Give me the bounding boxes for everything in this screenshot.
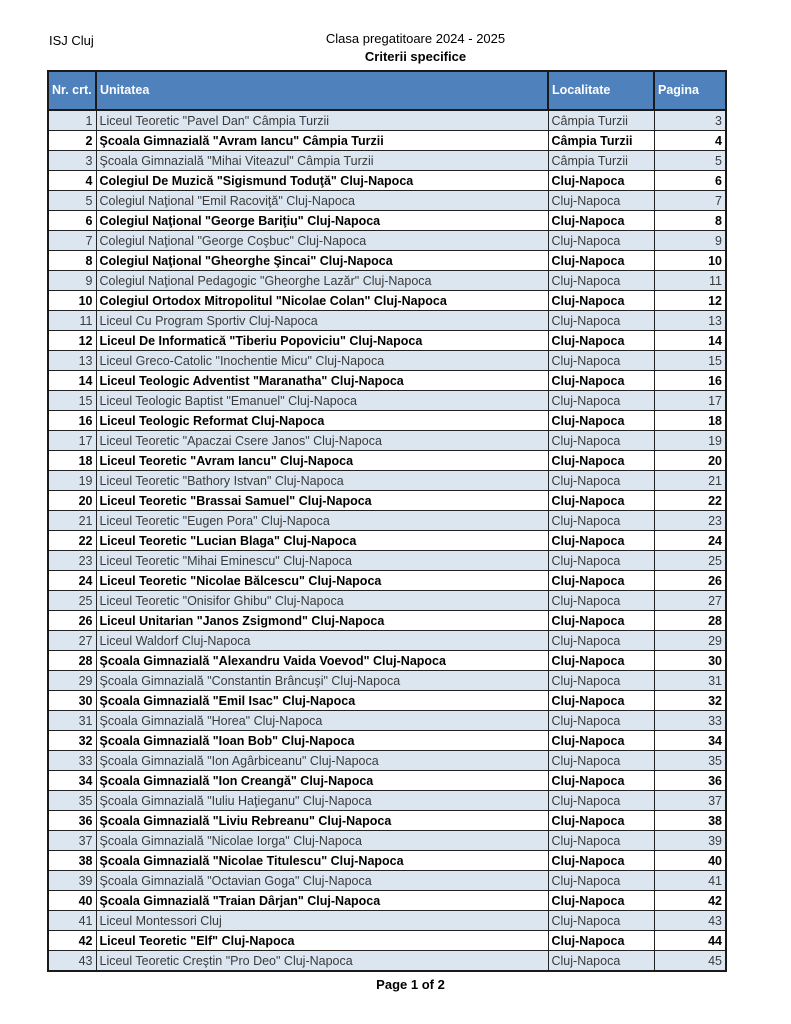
column-header-localitate: Localitate bbox=[548, 71, 654, 110]
table-row bbox=[48, 631, 726, 651]
cell-localitate: Cluj-Napoca bbox=[548, 211, 654, 231]
cell-pagina: 17 bbox=[654, 391, 726, 411]
cell-nr: 41 bbox=[48, 911, 96, 931]
cell-nr: 8 bbox=[48, 251, 96, 271]
cell-localitate: Cluj-Napoca bbox=[548, 931, 654, 951]
table-row bbox=[48, 531, 726, 551]
cell-unitatea: Liceul Teologic Reformat Cluj-Napoca bbox=[96, 411, 548, 431]
cell-nr: 1 bbox=[48, 110, 96, 131]
cell-pagina: 44 bbox=[654, 931, 726, 951]
cell-nr: 19 bbox=[48, 471, 96, 491]
cell-nr: 15 bbox=[48, 391, 96, 411]
page-footer: Page 1 of 2 bbox=[376, 977, 445, 992]
table-row bbox=[48, 751, 726, 771]
cell-localitate: Cluj-Napoca bbox=[548, 231, 654, 251]
table-row bbox=[48, 651, 726, 671]
cell-unitatea: Şcoala Gimnazială "Alexandru Vaida Voevod" Cluj-Napoca bbox=[96, 651, 548, 671]
table-row bbox=[48, 351, 726, 371]
cell-nr: 24 bbox=[48, 571, 96, 591]
cell-unitatea: Colegiul Ortodox Mitropolitul "Nicolae Colan" Cluj-Napoca bbox=[96, 291, 548, 311]
cell-nr: 11 bbox=[48, 311, 96, 331]
table-row bbox=[48, 491, 726, 511]
cell-pagina: 6 bbox=[654, 171, 726, 191]
cell-nr: 14 bbox=[48, 371, 96, 391]
table-row bbox=[48, 611, 726, 631]
cell-localitate: Cluj-Napoca bbox=[548, 671, 654, 691]
cell-localitate: Câmpia Turzii bbox=[548, 151, 654, 171]
table-row bbox=[48, 791, 726, 811]
cell-unitatea: Şcoala Gimnazială "Liviu Rebreanu" Cluj-Napoca bbox=[96, 811, 548, 831]
cell-localitate: Cluj-Napoca bbox=[548, 591, 654, 611]
cell-pagina: 25 bbox=[654, 551, 726, 571]
cell-pagina: 11 bbox=[654, 271, 726, 291]
cell-unitatea: Liceul Teoretic "Apaczai Csere Janos" Cluj-Napoca bbox=[96, 431, 548, 451]
cell-nr: 43 bbox=[48, 951, 96, 972]
cell-pagina: 12 bbox=[654, 291, 726, 311]
table-row bbox=[48, 431, 726, 451]
cell-pagina: 9 bbox=[654, 231, 726, 251]
cell-unitatea: Colegiul Naţional "Emil Racoviţă" Cluj-Napoca bbox=[96, 191, 548, 211]
schools-table bbox=[47, 70, 727, 972]
cell-nr: 21 bbox=[48, 511, 96, 531]
cell-pagina: 33 bbox=[654, 711, 726, 731]
table-row bbox=[48, 110, 726, 131]
cell-unitatea: Liceul Teoretic Creştin "Pro Deo" Cluj-Napoca bbox=[96, 951, 548, 972]
table-row bbox=[48, 331, 726, 351]
cell-unitatea: Liceul De Informatică "Tiberiu Popoviciu" Cluj-Napoca bbox=[96, 331, 548, 351]
cell-pagina: 13 bbox=[654, 311, 726, 331]
cell-localitate: Cluj-Napoca bbox=[548, 851, 654, 871]
table-row bbox=[48, 551, 726, 571]
cell-localitate: Cluj-Napoca bbox=[548, 711, 654, 731]
cell-unitatea: Colegiul Naţional "George Bariţiu" Cluj-Napoca bbox=[96, 211, 548, 231]
document-subtitle: Criterii specifice bbox=[364, 49, 467, 64]
table-row bbox=[48, 931, 726, 951]
cell-unitatea: Şcoala Gimnazială "Octavian Goga" Cluj-Napoca bbox=[96, 871, 548, 891]
table-body bbox=[48, 110, 726, 971]
cell-nr: 25 bbox=[48, 591, 96, 611]
cell-localitate: Cluj-Napoca bbox=[548, 891, 654, 911]
cell-localitate: Cluj-Napoca bbox=[548, 271, 654, 291]
column-header-pagina: Pagina bbox=[654, 71, 726, 110]
cell-localitate: Cluj-Napoca bbox=[548, 191, 654, 211]
cell-pagina: 10 bbox=[654, 251, 726, 271]
cell-pagina: 16 bbox=[654, 371, 726, 391]
cell-unitatea: Şcoala Gimnazială "Traian Dârjan" Cluj-Napoca bbox=[96, 891, 548, 911]
cell-unitatea: Liceul Montessori Cluj bbox=[96, 911, 548, 931]
cell-localitate: Cluj-Napoca bbox=[548, 331, 654, 351]
table-row bbox=[48, 391, 726, 411]
cell-nr: 33 bbox=[48, 751, 96, 771]
cell-nr: 37 bbox=[48, 831, 96, 851]
table-row bbox=[48, 211, 726, 231]
cell-unitatea: Liceul Teoretic "Bathory Istvan" Cluj-Napoca bbox=[96, 471, 548, 491]
cell-localitate: Cluj-Napoca bbox=[548, 431, 654, 451]
cell-localitate: Cluj-Napoca bbox=[548, 871, 654, 891]
cell-pagina: 39 bbox=[654, 831, 726, 851]
table-row bbox=[48, 451, 726, 471]
table-row bbox=[48, 871, 726, 891]
cell-pagina: 30 bbox=[654, 651, 726, 671]
table-row bbox=[48, 471, 726, 491]
cell-localitate: Cluj-Napoca bbox=[548, 311, 654, 331]
table-row bbox=[48, 951, 726, 972]
cell-unitatea: Şcoala Gimnazială "Nicolae Titulescu" Cluj-Napoca bbox=[96, 851, 548, 871]
cell-nr: 36 bbox=[48, 811, 96, 831]
table-row bbox=[48, 571, 726, 591]
cell-nr: 20 bbox=[48, 491, 96, 511]
cell-nr: 6 bbox=[48, 211, 96, 231]
cell-pagina: 45 bbox=[654, 951, 726, 972]
cell-localitate: Cluj-Napoca bbox=[548, 411, 654, 431]
table-row bbox=[48, 811, 726, 831]
cell-nr: 23 bbox=[48, 551, 96, 571]
cell-localitate: Cluj-Napoca bbox=[548, 551, 654, 571]
cell-unitatea: Liceul Teologic Baptist "Emanuel" Cluj-Napoca bbox=[96, 391, 548, 411]
cell-unitatea: Liceul Teoretic "Onisifor Ghibu" Cluj-Napoca bbox=[96, 591, 548, 611]
cell-pagina: 4 bbox=[654, 131, 726, 151]
cell-localitate: Cluj-Napoca bbox=[548, 831, 654, 851]
cell-nr: 22 bbox=[48, 531, 96, 551]
cell-unitatea: Liceul Teoretic "Brassai Samuel" Cluj-Napoca bbox=[96, 491, 548, 511]
cell-nr: 17 bbox=[48, 431, 96, 451]
cell-pagina: 34 bbox=[654, 731, 726, 751]
cell-unitatea: Liceul Teoretic "Lucian Blaga" Cluj-Napoca bbox=[96, 531, 548, 551]
cell-localitate: Cluj-Napoca bbox=[548, 571, 654, 591]
cell-nr: 39 bbox=[48, 871, 96, 891]
cell-pagina: 26 bbox=[654, 571, 726, 591]
cell-pagina: 14 bbox=[654, 331, 726, 351]
table-row bbox=[48, 671, 726, 691]
cell-localitate: Cluj-Napoca bbox=[548, 771, 654, 791]
cell-unitatea: Colegiul De Muzică "Sigismund Toduţă" Cluj-Napoca bbox=[96, 171, 548, 191]
cell-pagina: 29 bbox=[654, 631, 726, 651]
cell-unitatea: Liceul Teoretic "Pavel Dan" Câmpia Turzii bbox=[96, 110, 548, 131]
cell-unitatea: Liceul Greco-Catolic "Inochentie Micu" Cluj-Napoca bbox=[96, 351, 548, 371]
cell-pagina: 20 bbox=[654, 451, 726, 471]
cell-localitate: Cluj-Napoca bbox=[548, 911, 654, 931]
cell-pagina: 28 bbox=[654, 611, 726, 631]
table-row bbox=[48, 311, 726, 331]
cell-pagina: 42 bbox=[654, 891, 726, 911]
cell-pagina: 22 bbox=[654, 491, 726, 511]
table-row bbox=[48, 691, 726, 711]
cell-unitatea: Liceul Waldorf Cluj-Napoca bbox=[96, 631, 548, 651]
cell-pagina: 21 bbox=[654, 471, 726, 491]
cell-nr: 12 bbox=[48, 331, 96, 351]
document-title: Clasa pregatitoare 2024 - 2025 bbox=[325, 31, 506, 46]
cell-unitatea: Colegiul Naţional Pedagogic "Gheorghe Lazăr" Cluj-Napoca bbox=[96, 271, 548, 291]
cell-localitate: Cluj-Napoca bbox=[548, 951, 654, 972]
cell-unitatea: Şcoala Gimnazială "Constantin Brâncuşi" Cluj-Napoca bbox=[96, 671, 548, 691]
table-row bbox=[48, 731, 726, 751]
cell-nr: 2 bbox=[48, 131, 96, 151]
cell-pagina: 19 bbox=[654, 431, 726, 451]
cell-unitatea: Şcoala Gimnazială "Ion Agârbiceanu" Cluj-Napoca bbox=[96, 751, 548, 771]
cell-unitatea: Liceul Teologic Adventist "Maranatha" Cluj-Napoca bbox=[96, 371, 548, 391]
cell-localitate: Cluj-Napoca bbox=[548, 251, 654, 271]
table-header-row bbox=[48, 71, 726, 110]
cell-unitatea: Şcoala Gimnazială "Avram Iancu" Câmpia Turzii bbox=[96, 131, 548, 151]
cell-pagina: 8 bbox=[654, 211, 726, 231]
cell-localitate: Cluj-Napoca bbox=[548, 451, 654, 471]
cell-nr: 5 bbox=[48, 191, 96, 211]
cell-pagina: 5 bbox=[654, 151, 726, 171]
cell-unitatea: Şcoala Gimnazială "Nicolae Iorga" Cluj-Napoca bbox=[96, 831, 548, 851]
column-header-unitatea: Unitatea bbox=[96, 71, 548, 110]
cell-pagina: 31 bbox=[654, 671, 726, 691]
cell-pagina: 41 bbox=[654, 871, 726, 891]
cell-nr: 34 bbox=[48, 771, 96, 791]
cell-localitate: Cluj-Napoca bbox=[548, 371, 654, 391]
cell-unitatea: Liceul Unitarian "Janos Zsigmond" Cluj-Napoca bbox=[96, 611, 548, 631]
cell-localitate: Cluj-Napoca bbox=[548, 631, 654, 651]
cell-nr: 13 bbox=[48, 351, 96, 371]
cell-nr: 18 bbox=[48, 451, 96, 471]
cell-pagina: 23 bbox=[654, 511, 726, 531]
cell-unitatea: Şcoala Gimnazială "Ion Creangă" Cluj-Napoca bbox=[96, 771, 548, 791]
cell-localitate: Cluj-Napoca bbox=[548, 291, 654, 311]
cell-localitate: Câmpia Turzii bbox=[548, 131, 654, 151]
cell-nr: 3 bbox=[48, 151, 96, 171]
table-row bbox=[48, 411, 726, 431]
cell-localitate: Cluj-Napoca bbox=[548, 531, 654, 551]
cell-pagina: 40 bbox=[654, 851, 726, 871]
cell-localitate: Cluj-Napoca bbox=[548, 351, 654, 371]
table-row bbox=[48, 151, 726, 171]
cell-unitatea: Liceul Teoretic "Eugen Pora" Cluj-Napoca bbox=[96, 511, 548, 531]
table-row bbox=[48, 131, 726, 151]
cell-nr: 10 bbox=[48, 291, 96, 311]
cell-unitatea: Liceul Teoretic "Avram Iancu" Cluj-Napoca bbox=[96, 451, 548, 471]
cell-localitate: Cluj-Napoca bbox=[548, 751, 654, 771]
cell-pagina: 7 bbox=[654, 191, 726, 211]
table-row bbox=[48, 891, 726, 911]
cell-nr: 9 bbox=[48, 271, 96, 291]
table-row bbox=[48, 291, 726, 311]
cell-localitate: Cluj-Napoca bbox=[548, 511, 654, 531]
cell-localitate: Cluj-Napoca bbox=[548, 651, 654, 671]
cell-localitate: Cluj-Napoca bbox=[548, 611, 654, 631]
cell-unitatea: Liceul Teoretic "Mihai Eminescu" Cluj-Napoca bbox=[96, 551, 548, 571]
table-row bbox=[48, 191, 726, 211]
table-row bbox=[48, 591, 726, 611]
cell-nr: 38 bbox=[48, 851, 96, 871]
cell-pagina: 35 bbox=[654, 751, 726, 771]
cell-unitatea: Liceul Teoretic "Nicolae Bălcescu" Cluj-Napoca bbox=[96, 571, 548, 591]
cell-localitate: Cluj-Napoca bbox=[548, 811, 654, 831]
cell-pagina: 37 bbox=[654, 791, 726, 811]
column-header-nr: Nr. crt. bbox=[48, 71, 96, 110]
cell-nr: 42 bbox=[48, 931, 96, 951]
table-row bbox=[48, 851, 726, 871]
table-row bbox=[48, 511, 726, 531]
cell-nr: 35 bbox=[48, 791, 96, 811]
cell-unitatea: Liceul Cu Program Sportiv Cluj-Napoca bbox=[96, 311, 548, 331]
cell-pagina: 32 bbox=[654, 691, 726, 711]
cell-localitate: Cluj-Napoca bbox=[548, 491, 654, 511]
cell-nr: 4 bbox=[48, 171, 96, 191]
cell-nr: 32 bbox=[48, 731, 96, 751]
cell-localitate: Cluj-Napoca bbox=[548, 391, 654, 411]
cell-pagina: 43 bbox=[654, 911, 726, 931]
table-row bbox=[48, 271, 726, 291]
table-row bbox=[48, 371, 726, 391]
cell-unitatea: Şcoala Gimnazială "Mihai Viteazul" Câmpia Turzii bbox=[96, 151, 548, 171]
cell-localitate: Cluj-Napoca bbox=[548, 171, 654, 191]
cell-nr: 27 bbox=[48, 631, 96, 651]
cell-unitatea: Şcoala Gimnazială "Iuliu Haţieganu" Cluj-Napoca bbox=[96, 791, 548, 811]
cell-pagina: 38 bbox=[654, 811, 726, 831]
cell-nr: 29 bbox=[48, 671, 96, 691]
table-row bbox=[48, 711, 726, 731]
cell-pagina: 24 bbox=[654, 531, 726, 551]
cell-nr: 7 bbox=[48, 231, 96, 251]
cell-nr: 40 bbox=[48, 891, 96, 911]
cell-pagina: 36 bbox=[654, 771, 726, 791]
table-row bbox=[48, 251, 726, 271]
cell-nr: 31 bbox=[48, 711, 96, 731]
cell-localitate: Cluj-Napoca bbox=[548, 691, 654, 711]
cell-localitate: Cluj-Napoca bbox=[548, 731, 654, 751]
cell-unitatea: Colegiul Naţional "Gheorghe Şincai" Cluj-Napoca bbox=[96, 251, 548, 271]
cell-nr: 30 bbox=[48, 691, 96, 711]
cell-nr: 26 bbox=[48, 611, 96, 631]
cell-nr: 16 bbox=[48, 411, 96, 431]
table-row bbox=[48, 231, 726, 251]
cell-pagina: 18 bbox=[654, 411, 726, 431]
cell-localitate: Cluj-Napoca bbox=[548, 471, 654, 491]
table-row bbox=[48, 831, 726, 851]
cell-unitatea: Liceul Teoretic "Elf" Cluj-Napoca bbox=[96, 931, 548, 951]
cell-nr: 28 bbox=[48, 651, 96, 671]
cell-pagina: 3 bbox=[654, 110, 726, 131]
cell-pagina: 27 bbox=[654, 591, 726, 611]
cell-localitate: Cluj-Napoca bbox=[548, 791, 654, 811]
cell-pagina: 15 bbox=[654, 351, 726, 371]
table-row bbox=[48, 771, 726, 791]
cell-unitatea: Şcoala Gimnazială "Horea" Cluj-Napoca bbox=[96, 711, 548, 731]
cell-unitatea: Şcoala Gimnazială "Emil Isac" Cluj-Napoca bbox=[96, 691, 548, 711]
organization-label: ISJ Cluj bbox=[49, 33, 94, 48]
cell-unitatea: Şcoala Gimnazială "Ioan Bob" Cluj-Napoca bbox=[96, 731, 548, 751]
cell-unitatea: Colegiul Naţional "George Coşbuc" Cluj-Napoca bbox=[96, 231, 548, 251]
cell-localitate: Câmpia Turzii bbox=[548, 110, 654, 131]
table-row bbox=[48, 911, 726, 931]
table-row bbox=[48, 171, 726, 191]
